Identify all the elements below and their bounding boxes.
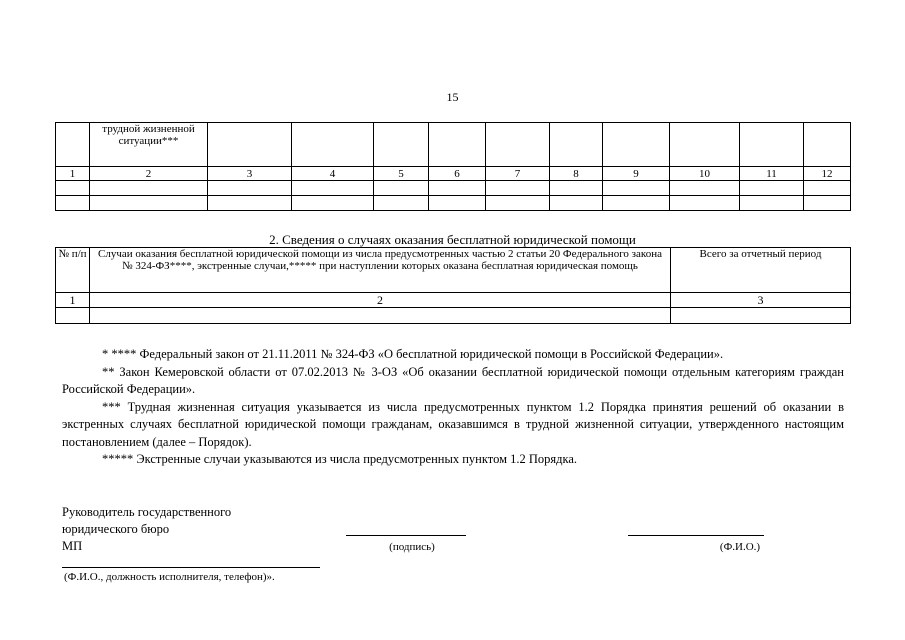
header-cell-difficult-situation: трудной жизненной ситуации*** <box>90 123 208 167</box>
table-cell <box>671 308 851 324</box>
column-number: 2 <box>90 293 671 308</box>
table-header-row <box>56 248 851 293</box>
table-cell <box>56 181 90 196</box>
table-cell <box>374 196 429 211</box>
footnote: * **** Федеральный закон от 21.11.2011 № 324-ФЗ «О бесплатной юридической помощи в Российской Федерации». <box>102 347 724 361</box>
table-cell <box>486 196 550 211</box>
column-number: 3 <box>208 167 292 181</box>
column-number-row <box>56 293 851 308</box>
table-cell <box>804 181 851 196</box>
table-cell <box>292 123 374 167</box>
table-cell <box>804 196 851 211</box>
page-number: 15 <box>446 90 459 104</box>
table-cell <box>208 123 292 167</box>
column-number-row <box>56 167 851 181</box>
footnote: *** Трудная жизненная ситуация указывается из числа предусмотренных пунктом 1.2 Порядка принятия решений об оказании в экстренных случаях бесплатной юридической помощи гражданам, оказавшимся в трудной жизненной ситуации, утвержденного настоящим постановлением (далее – Порядок). <box>62 399 844 449</box>
table-cell <box>740 181 804 196</box>
table-cell <box>550 123 603 167</box>
column-number: 12 <box>804 167 851 181</box>
table-cell <box>208 196 292 211</box>
table-cell <box>740 123 804 167</box>
table-cell <box>603 181 670 196</box>
column-number: 6 <box>429 167 486 181</box>
table-row <box>56 181 851 196</box>
table-cell <box>374 181 429 196</box>
table-cell <box>429 196 486 211</box>
cases-table <box>55 247 851 324</box>
column-number: 1 <box>56 293 90 308</box>
signer-role-line-1: Руководитель государственного <box>62 505 232 519</box>
column-number: 8 <box>550 167 603 181</box>
table-cell <box>374 123 429 167</box>
table-cell <box>56 123 90 167</box>
table-cell <box>670 196 740 211</box>
table-cell <box>486 181 550 196</box>
footnote: ***** Экстренные случаи указываются из числа предусмотренных пунктом 1.2 Порядка. <box>102 452 578 466</box>
column-number: 9 <box>603 167 670 181</box>
table-cell <box>429 123 486 167</box>
table-cell <box>90 196 208 211</box>
column-number: 1 <box>56 167 90 181</box>
table-cell <box>486 123 550 167</box>
table-cell <box>292 196 374 211</box>
table-cell <box>56 196 90 211</box>
footnote: ** Закон Кемеровской области от 07.02.2013 № 3-ОЗ «Об оказании бесплатной юридической помощи отдельным категориям граждан Российской Федерации». <box>62 364 844 396</box>
column-number: 3 <box>671 293 851 308</box>
column-number: 4 <box>292 167 374 181</box>
header-cell-number: № п/п <box>56 248 90 293</box>
table-cell <box>670 181 740 196</box>
table-cell <box>550 181 603 196</box>
name-line <box>628 535 764 536</box>
table-header-row <box>56 123 851 167</box>
executor-line <box>62 567 320 568</box>
table-cell <box>429 181 486 196</box>
signer-role-line-2: юридического бюро <box>62 522 170 536</box>
stamp-label: МП <box>62 539 83 553</box>
header-cell-cases: Случаи оказания бесплатной юридической помощи из числа предусмотренных частью 2 статьи 20 Федерального закона № 324-ФЗ****, экстренные случаи,***** при наступлении которых оказана бесплатная юридическая помощь <box>90 248 671 293</box>
signature-caption: (подпись) <box>389 541 435 553</box>
signature-line <box>346 535 466 536</box>
table-cell <box>292 181 374 196</box>
column-number: 7 <box>486 167 550 181</box>
statistics-table <box>55 122 851 211</box>
column-number: 5 <box>374 167 429 181</box>
table-cell <box>90 308 671 324</box>
footnotes <box>62 346 844 469</box>
table-cell <box>550 196 603 211</box>
section-2-title: 2. Сведения о случаях оказания бесплатной юридической помощи <box>269 232 636 247</box>
executor-caption: (Ф.И.О., должность исполнителя, телефон)». <box>64 571 275 583</box>
name-caption: (Ф.И.О.) <box>719 541 761 553</box>
table-cell <box>208 181 292 196</box>
column-number: 11 <box>740 167 804 181</box>
table-cell <box>804 123 851 167</box>
column-number: 10 <box>670 167 740 181</box>
table-cell <box>603 123 670 167</box>
header-cell-total: Всего за отчетный период <box>671 248 851 293</box>
table-cell <box>56 308 90 324</box>
table-cell <box>90 181 208 196</box>
table-cell <box>740 196 804 211</box>
table-cell <box>603 196 670 211</box>
column-number: 2 <box>90 167 208 181</box>
table-cell <box>670 123 740 167</box>
table-row <box>56 308 851 324</box>
signer-block <box>62 504 231 555</box>
table-row <box>56 196 851 211</box>
